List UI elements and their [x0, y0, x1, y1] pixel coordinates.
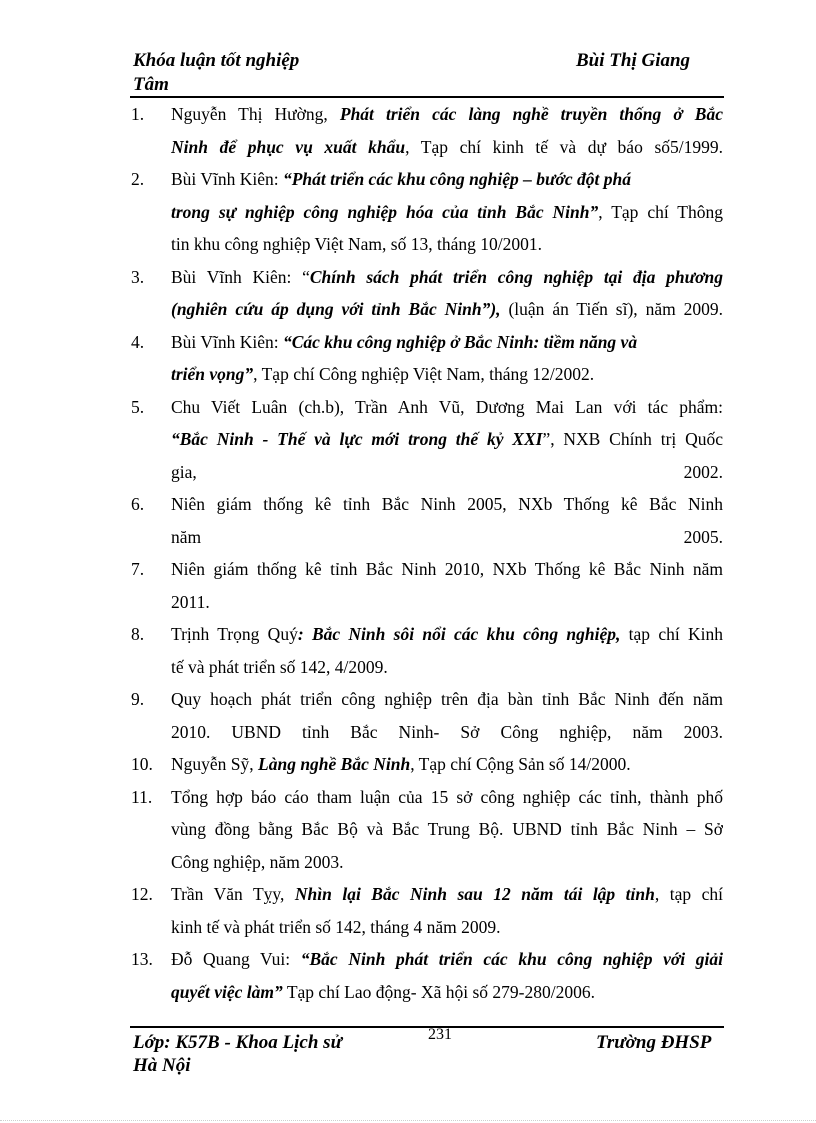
reference-line: triển vọng”, Tạp chí Công nghiệp Việt Nam, tháng 12/2002.	[171, 364, 595, 384]
reference-item	[131, 163, 723, 261]
reference-item	[131, 553, 723, 618]
reference-item	[131, 878, 723, 943]
reference-item	[131, 488, 723, 553]
reference-line: kinh tế và phát triển số 142, tháng 4 năm 2009.	[171, 916, 501, 937]
reference-line: Bùi Vĩnh Kiên: “Phát triển các khu công nghiệp – bước đột phá	[171, 169, 632, 189]
reference-line: (nghiên cứu áp dụng với tỉnh Bắc Ninh”), (luận án Tiến sĩ), năm 2009.	[171, 299, 723, 319]
reference-item	[131, 98, 723, 163]
reference-number: 5.	[131, 396, 145, 417]
reference-line: Đỗ Quang Vui: “Bắc Ninh phát triển các khu công nghiệp với giải	[171, 949, 723, 969]
reference-line: Quy hoạch phát triển công nghiệp trên địa bàn tỉnh Bắc Ninh đến năm	[171, 689, 723, 709]
reference-line: “Bắc Ninh - Thế và lực mới trong thế kỷ XXI”, NXB Chính trị Quốc	[171, 429, 723, 449]
reference-line: Bùi Vĩnh Kiên: “Chính sách phát triển công nghiệp tại địa phương	[171, 266, 723, 287]
header-right: Bùi Thị Giang	[576, 50, 691, 71]
reference-item	[131, 261, 723, 326]
reference-line: Trịnh Trọng Quý: Bắc Ninh sôi nổi các khu công nghiệp, tạp chí Kinh	[171, 624, 723, 644]
reference-item	[131, 391, 723, 489]
reference-line: tin khu công nghiệp Việt Nam, số 13, tháng 10/2001.	[171, 234, 542, 254]
reference-line: gia, 2002.	[171, 461, 723, 482]
reference-number: 8.	[131, 624, 145, 644]
header-left: Khóa luận tốt nghiệp	[133, 50, 300, 71]
reference-number: 1.	[131, 104, 145, 124]
reference-list	[131, 98, 723, 1008]
reference-line: quyết việc làm” Tạp chí Lao động- Xã hội số 279-280/2006.	[171, 981, 595, 1002]
reference-item	[131, 618, 723, 683]
reference-line: Niên giám thống kê tỉnh Bắc Ninh 2005, NXb Thống kê Bắc Ninh	[171, 494, 723, 514]
page-number: 231	[428, 1026, 452, 1043]
reference-number: 2.	[131, 169, 145, 189]
reference-number: 13.	[131, 949, 153, 969]
reference-number: 9.	[131, 689, 145, 709]
reference-line: Nguyễn Thị Hường, Phát triển các làng nghề truyền thống ở Bắc	[171, 104, 723, 124]
reference-number: 4.	[131, 331, 145, 352]
reference-line: vùng đồng bằng Bắc Bộ và Bắc Trung Bộ. UBND tỉnh Bắc Ninh – Sở	[171, 819, 723, 839]
reference-line: Chu Viết Luân (ch.b), Trần Anh Vũ, Dương Mai Lan với tác phẩm:	[171, 396, 723, 417]
footer-right: Trường ĐHSP	[596, 1032, 712, 1053]
footer-rule	[130, 1026, 724, 1028]
reference-line: tế và phát triển số 142, 4/2009.	[171, 656, 388, 677]
footer-left: Lớp: K57B - Khoa Lịch sử	[133, 1032, 342, 1053]
reference-line: 2010. UBND tỉnh Bắc Ninh- Sở Công nghiệp, năm 2003.	[171, 721, 723, 742]
reference-line: Tổng hợp báo cáo tham luận của 15 sở công nghiệp các tỉnh, thành phố	[171, 786, 723, 807]
reference-line: năm 2005.	[171, 526, 723, 547]
reference-line: Nguyễn Sỹ, Làng nghề Bắc Ninh, Tạp chí Cộng Sản số 14/2000.	[171, 754, 631, 774]
reference-item	[131, 326, 723, 391]
reference-item	[131, 943, 723, 1008]
reference-line: trong sự nghiệp công nghiệp hóa của tỉnh Bắc Ninh”, Tạp chí Thông	[171, 201, 723, 222]
reference-item	[131, 683, 723, 748]
reference-line: Bùi Vĩnh Kiên: “Các khu công nghiệp ở Bắc Ninh: tiềm năng và	[171, 331, 638, 352]
reference-item	[131, 781, 723, 879]
reference-item	[131, 748, 723, 781]
reference-number: 7.	[131, 559, 145, 579]
reference-line: Trần Văn Tỵy, Nhìn lại Bắc Ninh sau 12 năm tái lập tỉnh, tạp chí	[171, 884, 723, 904]
page-edge-divider	[0, 1120, 816, 1121]
footer-left-continued: Hà Nội	[133, 1055, 191, 1076]
reference-line: Công nghiệp, năm 2003.	[171, 851, 344, 872]
reference-number: 3.	[131, 266, 145, 287]
reference-line: Niên giám thống kê tỉnh Bắc Ninh 2010, NXb Thống kê Bắc Ninh năm	[171, 559, 723, 579]
reference-line: 2011.	[171, 591, 210, 612]
reference-number: 10.	[131, 754, 153, 774]
header-left-continued: Tâm	[133, 74, 169, 95]
reference-number: 6.	[131, 494, 145, 514]
reference-line: Ninh để phục vụ xuất khẩu, Tạp chí kinh tế và dự báo số5/1999.	[171, 136, 723, 157]
reference-number: 12.	[131, 884, 153, 904]
reference-number: 11.	[131, 786, 153, 807]
